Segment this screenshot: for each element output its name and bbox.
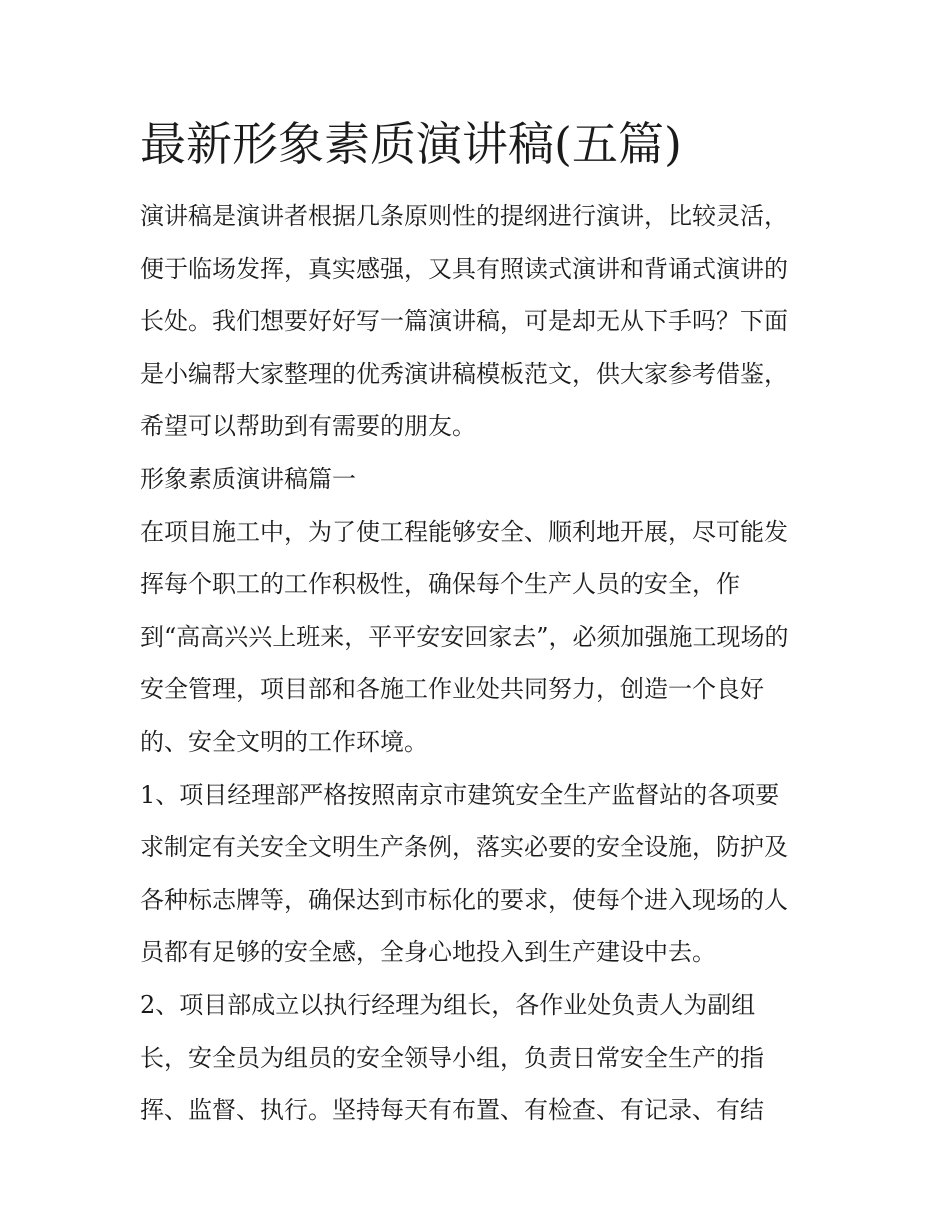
- list-item-line: 长，安全员为组员的安全领导小组，负责日常安全生产的指: [140, 1043, 764, 1072]
- document-body: [140, 112, 815, 1137]
- document-title: 最新形象素质演讲稿(五篇): [140, 117, 682, 171]
- paragraph-line: 演讲稿是演讲者根据几条原则性的提纲进行演讲，比较灵活，: [140, 202, 788, 230]
- paragraph-line: 的、安全文明的工作环境。: [140, 727, 428, 756]
- paragraph-line: 长处。我们想要好好写一篇演讲稿，可是却无从下手吗？下面: [140, 307, 788, 336]
- paragraph-line: 挥每个职工的工作积极性，确保每个生产人员的安全，作: [140, 570, 740, 599]
- paragraph-line: 到“高高兴兴上班来，平平安安回家去”，必须加强施工现场的: [140, 622, 789, 651]
- section-heading: 形象素质演讲稿篇一: [140, 464, 356, 493]
- paragraph-line: 便于临场发挥，真实感强，又具有照读式演讲和背诵式演讲的: [140, 254, 788, 283]
- list-item-line: 1、项目经理部严格按照南京市建筑安全生产监督站的各项要: [140, 780, 780, 809]
- list-item-line: 各种标志牌等，确保达到市标化的要求，使每个进入现场的人: [140, 885, 788, 914]
- paragraph-line: 希望可以帮助到有需要的朋友。: [140, 412, 476, 441]
- list-item-line: 挥、监督、执行。坚持每天有布置、有检查、有记录、有结: [140, 1096, 764, 1125]
- list-item-line: 员都有足够的安全感，全身心地投入到生产建设中去。: [140, 938, 716, 967]
- list-item-line: 求制定有关安全文明生产条例，落实必要的安全设施，防护及: [140, 833, 788, 862]
- paragraph-line: 在项目施工中，为了使工程能够安全、顺利地开展，尽可能发: [140, 517, 788, 546]
- list-item-line: 2、项目部成立以执行经理为组长，各作业处负责人为副组: [140, 990, 756, 1019]
- paragraph-line: 是小编帮大家整理的优秀演讲稿模板范文，供大家参考借鉴，: [140, 359, 788, 388]
- paragraph-line: 安全管理，项目部和各施工作业处共同努力，创造一个良好: [140, 675, 764, 704]
